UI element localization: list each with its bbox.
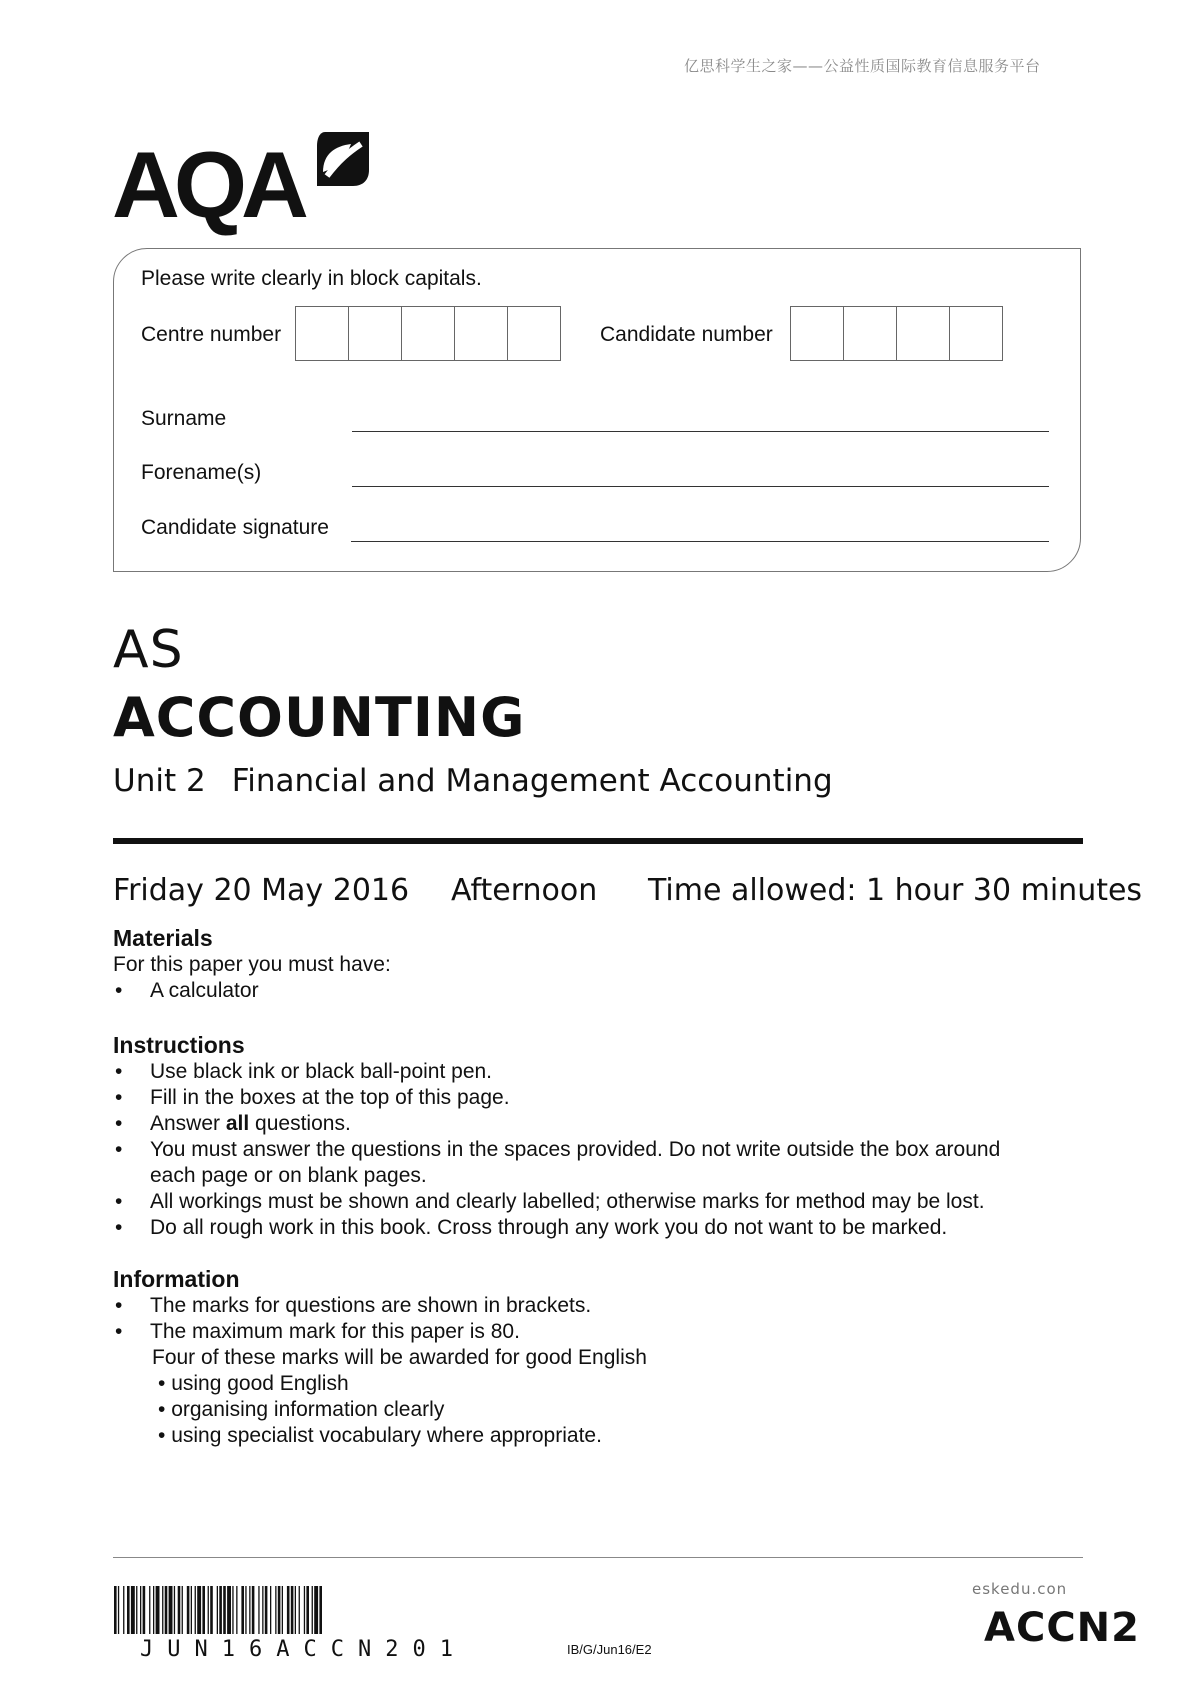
instruction-text: each page or on blank pages. [150,1164,427,1187]
barcode-bar [162,1586,163,1634]
forenames-line[interactable] [352,486,1049,487]
information-note: Four of these marks will be awarded for good English [152,1346,647,1369]
time-allowed: Time allowed: 1 hour 30 minutes [648,873,1143,908]
barcode-text: JUN16ACCN201 [140,1637,467,1662]
barcode-bar [174,1586,175,1634]
candidate-number-boxes[interactable] [791,306,1003,361]
signature-line[interactable] [351,541,1049,542]
instruction-text: You must answer the questions in the spaces provided. Do not write outside the box around [150,1138,1001,1161]
barcode-bar [245,1586,246,1634]
barcode-bar [249,1586,250,1634]
barcode-bar [252,1586,255,1634]
instruction-item: • Do all rough work in this book. Cross through any work you do not want to be marked. [113,1215,1000,1241]
information-sub-item: • organising information clearly [113,1397,647,1423]
barcode-bar [282,1586,283,1634]
materials-section [113,924,391,1004]
barcode-bar [319,1586,322,1634]
barcode-bar [178,1586,181,1634]
exam-date: Friday 20 May 2016 [113,873,410,908]
information-heading: Information [113,1266,240,1292]
instruction-item: • All workings must be shown and clearly labelled; otherwise marks for method may be lost. [113,1189,1000,1215]
instruction-item [113,1111,1000,1137]
instruction-item [113,1137,1000,1189]
barcode-bar [287,1586,290,1634]
barcode-bar [127,1586,130,1634]
barcode-bar [153,1586,154,1634]
candidate-number-digit[interactable] [790,306,844,361]
barcode-bar [217,1586,218,1634]
site-watermark: eskedu.con [972,1580,1068,1598]
information-sub-item: • using specialist vocabulary where appropriate. [113,1423,647,1449]
barcode-bar [149,1586,150,1634]
barcode-bar [232,1586,233,1634]
barcode-bar [223,1586,226,1634]
candidate-number-label: Candidate number [600,323,773,346]
barcode-bar [312,1586,313,1634]
information-sub-item: • using good English [113,1371,647,1397]
barcode-bar [299,1586,300,1634]
barcode-bar [182,1586,183,1634]
barcode-bar [140,1586,141,1634]
barcode-bar [236,1586,237,1634]
barcode-bar [156,1586,160,1634]
watermark-text: 亿思科学生之家——公益性质国际教育信息服务平台 [684,57,1041,75]
barcode-bar [169,1586,173,1634]
header-divider [113,838,1083,844]
paper-reference: IB/G/Jun16/E2 [567,1642,652,1657]
exam-subject: ACCOUNTING [113,686,526,749]
aqa-leaf-mark-icon [317,132,369,186]
barcode-bar [278,1586,281,1634]
barcode-bar [165,1586,168,1634]
materials-intro: For this paper you must have: [113,953,391,976]
signature-label: Candidate signature [141,516,329,539]
centre-number-digit[interactable] [295,306,349,361]
barcode-bar [306,1586,309,1634]
unit-heading [113,763,833,799]
barcode-bar [295,1586,296,1634]
barcode-bar [291,1586,294,1634]
barcode-bar [210,1586,213,1634]
instruction-text: questions. [249,1112,351,1135]
exam-level: AS [113,620,184,680]
instruction-text: Answer [150,1112,226,1135]
centre-number-digit[interactable] [348,306,402,361]
instruction-emphasis: all [225,1112,250,1135]
materials-item: • A calculator [113,978,391,1004]
barcode-bar [219,1586,222,1634]
candidate-number-digit[interactable] [843,306,897,361]
barcode-bar [241,1586,244,1634]
centre-number-digit[interactable] [454,306,508,361]
instructions-heading: Instructions [113,1032,245,1058]
barcode-bar [275,1586,276,1634]
unit-title: Financial and Management Accounting [231,763,833,799]
information-item: • The marks for questions are shown in brackets. [113,1293,647,1319]
barcode-bar [314,1586,318,1634]
footer-divider [113,1557,1083,1558]
exam-session: Afternoon [451,873,598,908]
barcode-bar [227,1586,231,1634]
centre-number-boxes[interactable] [296,306,561,361]
instructions-section [113,1031,1000,1241]
centre-number-label: Centre number [141,323,282,346]
barcode-bar [143,1586,146,1634]
barcode-bar [197,1586,201,1634]
candidate-number-digit[interactable] [949,306,1003,361]
candidate-number-digit[interactable] [896,306,950,361]
barcode-bar [304,1586,305,1634]
information-section [113,1265,647,1449]
barcode-bar [270,1586,271,1634]
barcode-bar [258,1586,259,1634]
block-capitals-instruction: Please write clearly in block capitals. [141,267,482,290]
logo-text: AQA [112,132,303,237]
forenames-label: Forename(s) [141,461,262,484]
aqa-logo [112,132,372,237]
barcode-bar [202,1586,205,1634]
centre-number-digit[interactable] [401,306,455,361]
surname-line[interactable] [352,431,1049,432]
information-item: • The maximum mark for this paper is 80. [113,1319,647,1345]
barcode-bar [195,1586,196,1634]
paper-code: ACCN2 [984,1605,1140,1651]
barcode-bar [187,1586,190,1634]
instruction-item: • Use black ink or black ball-point pen. [113,1059,1000,1085]
materials-heading: Materials [113,925,213,951]
surname-label: Surname [141,407,227,430]
unit-number: Unit 2 [113,763,206,799]
barcode-bar [191,1586,192,1634]
barcode-bar [118,1586,119,1634]
barcode-bar [114,1586,117,1634]
instruction-item: • Fill in the boxes at the top of this page. [113,1085,1000,1111]
centre-number-digit[interactable] [507,306,561,361]
barcode-bar [265,1586,268,1634]
barcode [114,1586,496,1634]
barcode-bar [208,1586,209,1634]
barcode-bar [123,1586,124,1634]
barcode-bar [131,1586,135,1634]
barcode-bar [136,1586,137,1634]
barcode-bar [262,1586,263,1634]
